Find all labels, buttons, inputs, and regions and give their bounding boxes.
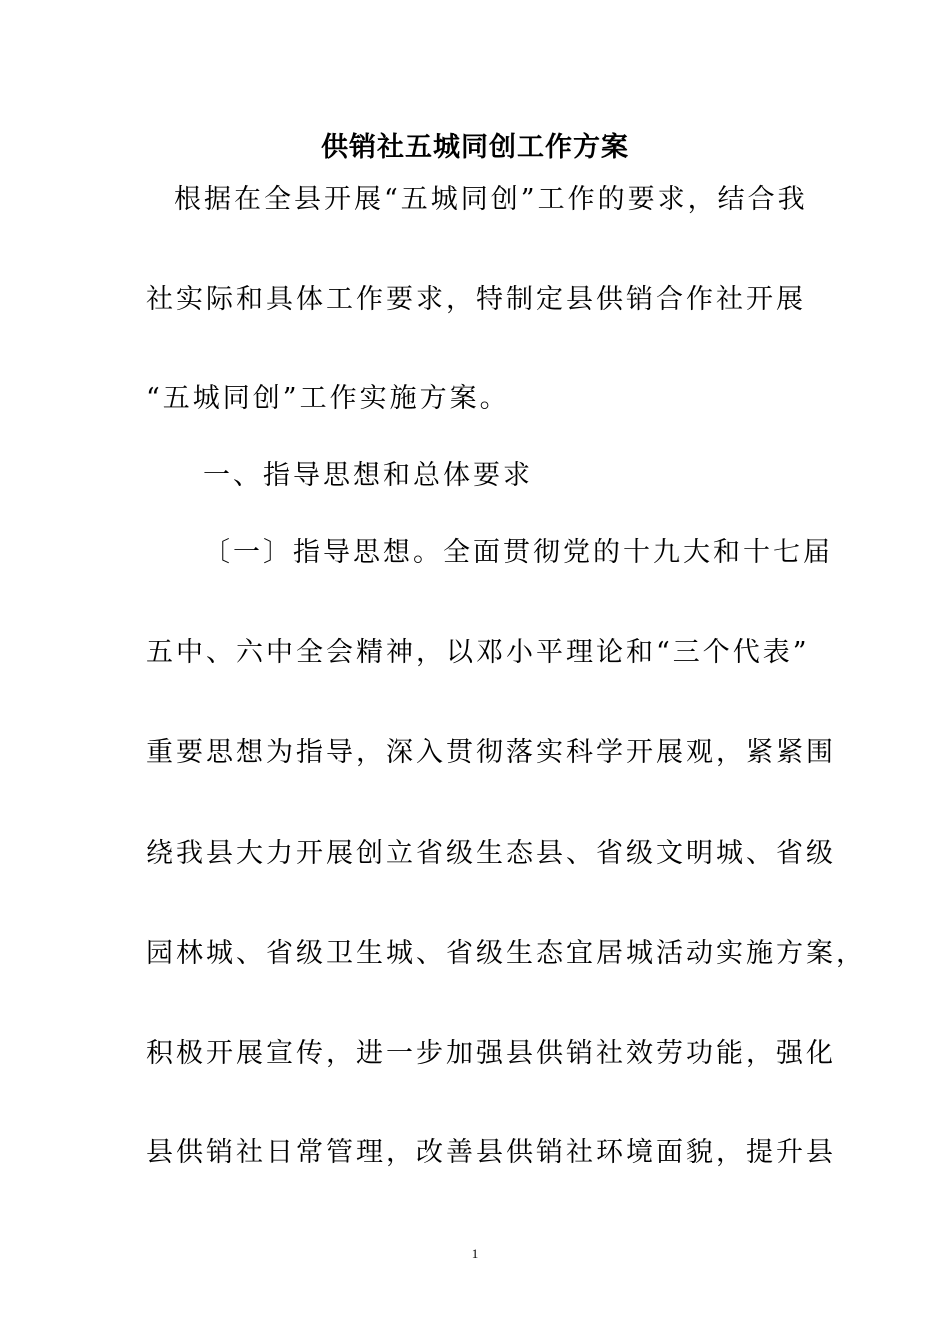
paragraph-line: 县供销社日常管理，改善县供销社环境面貌，提升县 [146,1137,836,1168]
paragraph-line: 五中、六中全会精神，以邓小平理论和“三个代表” [146,637,810,668]
paragraph-line: 绕我县大力开展创立省级生态县、省级文明城、省级 [146,838,836,869]
section-heading: 一、指导思想和总体要求 [203,460,533,491]
paragraph-line: 积极开展宣传，进一步加强县供销社效劳功能，强化 [146,1038,836,1069]
paragraph-line: 根据在全县开展“五城同创”工作的要求，结合我 [174,184,808,215]
paragraph-line: 重要思想为指导，深入贯彻落实科学开展观，紧紧围 [146,737,836,768]
paragraph-line: 〔一〕指导思想。全面贯彻党的十九大和十七届 [203,537,833,568]
document-title: 供销社五城同创工作方案 [321,132,629,163]
paragraph-line: “五城同创”工作实施方案。 [146,383,510,414]
paragraph-line: 园林城、省级卫生城、省级生态宜居城活动实施方案， [146,938,866,969]
page-number: 1 [471,1246,479,1261]
paragraph-line: 社实际和具体工作要求，特制定县供销合作社开展 [146,284,806,315]
